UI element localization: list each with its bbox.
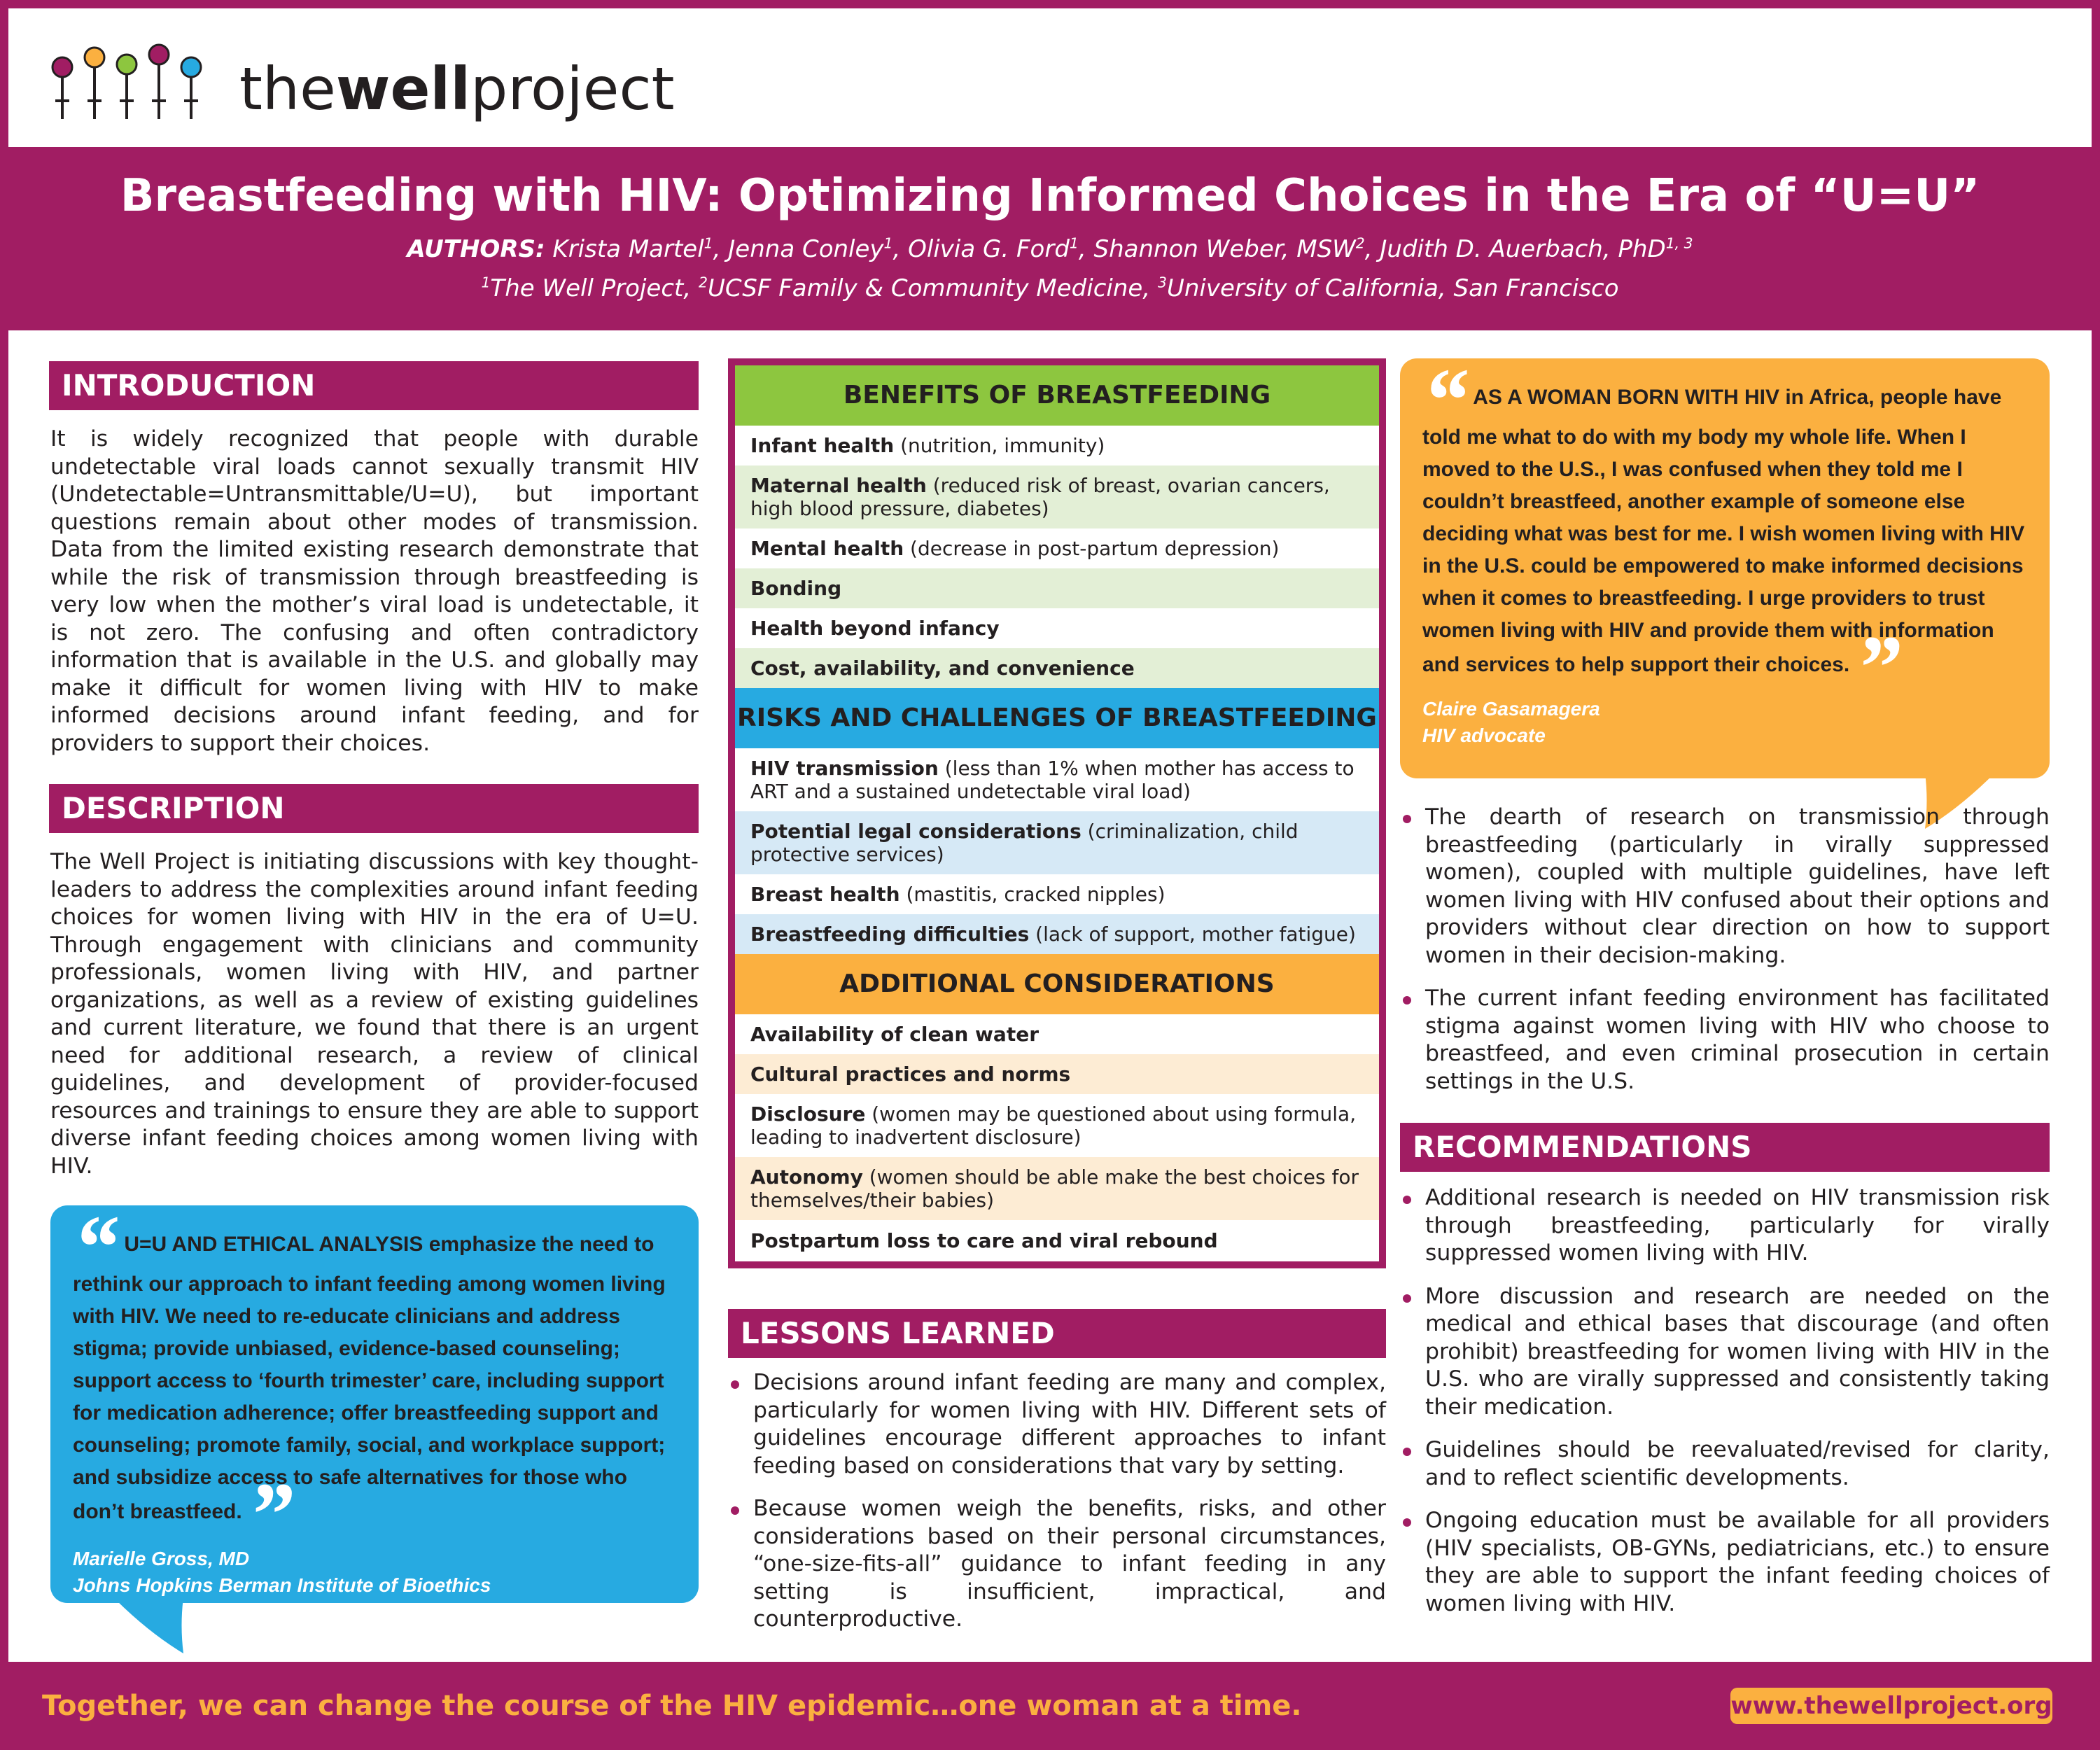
list-item: Ongoing education must be available for all providers (HIV specialists, OB-GYNs, pediatricians, etc.) to ensure they are able to support the infant feeding choices of women living with HIV. [1400,1507,2050,1618]
quote-right [1400,350,2050,778]
authors-line [0,234,2100,265]
risk-row: Breast health (mastitis, cracked nipples) [750,883,1166,906]
benefits-heading: BENEFITS OF BREASTFEEDING [735,365,1379,426]
risk-row: Potential legal considerations (criminalization, child protective services) [735,811,1379,874]
logo-text-project: project [470,55,675,123]
risk-row: Breastfeeding difficulties (lack of support, mother fatigue) [735,914,1379,954]
list-item: The current infant feeding environment has facilitated stigma against women living with HIV who choose to breastfeed, and even criminal prosecution in certain settings in the U.S. [1400,985,2050,1096]
author: Krista Martel$^1$, [552,234,721,263]
description-heading: DESCRIPTION [49,784,699,833]
logo-text [239,50,675,127]
risks-heading: RISKS AND CHALLENGES OF BREASTFEEDING [735,688,1379,748]
list-item: Decisions around infant feeding are many and complex, particularly for women living with HIV. Different sets of guidelines encourage different approaches to infant feeding based on considerations that vary by setting. [728,1369,1386,1480]
website-link[interactable]: www.thewellproject.org [1730,1688,2052,1724]
open-quote-mark: “ [73,1197,118,1298]
logo-flower-head [181,57,201,77]
author: Shannon Weber, MSW$^2$, [1093,234,1373,263]
affiliation: $^3$University of California, San Francisco [1157,274,1619,302]
quote-left [50,1197,699,1603]
considerations-box [728,358,1386,1268]
benefit-row: Bonding [735,568,1379,608]
logo-flower-head [117,55,136,74]
logo-icon [47,43,215,120]
lessons-heading: LESSONS LEARNED [728,1309,1386,1358]
recommendations-list [1400,1184,2050,1633]
logo-flower-head [149,45,169,64]
additional-row: Availability of clean water [750,1023,1040,1046]
list-item: Additional research is needed on HIV transmission risk through breastfeeding, particularly for virally suppressed women living with HIV. [1400,1184,2050,1268]
list-item: More discussion and research are needed on the medical and ethical bases that discourage (and often prohibit) breastfeeding for women living with HIV in the U.S. who are virally suppressed and consistently taking their medication. [1400,1283,2050,1422]
benefit-row: Health beyond infancy [750,617,1000,640]
quote-left-affiliation: Johns Hopkins Berman Institute of Bioethics [73,1574,491,1596]
logo-band [8,8,2092,147]
quote-right-name: Claire Gasamagera [1422,698,1600,720]
benefit-row: Mental health (decrease in post-partum depression) [750,537,1280,560]
logo-text-well: well [335,55,471,123]
introduction-text: It is widely recognized that people with durable undetectable viral loads cannot sexually transmit HIV (Undetectable=Untransmittable/U=U), but important questions remain about other modes of transmission. Data from the limited existing research demonstrate that while the risk of transmission through breastfeeding is very low when the mother’s viral load is undetectable, it is not zero. The confusing and often contradictory information that is available in the U.S. and globally may make it difficult for women living with HIV to make informed decisions around infant feeding, and for providers to support their choices. [50,426,699,756]
quote-left-tail [113,1597,190,1662]
page-title: Breastfeeding with HIV: Optimizing Informed Choices in the Era of “U=U” [120,170,1980,222]
quote-left-name: Marielle Gross, MD [73,1548,250,1569]
list-item: Because women weigh the benefits, risks, and other considerations based on their personal circumstances, “one-size-fits-all” guidance to infant feeding in any setting is insufficient, impractical, and counterproductive. [728,1495,1386,1634]
footer-tagline: Together, we can change the course of the HIV epidemic…one woman at a time. [42,1690,1302,1722]
affiliation: $^1$The Well Project, [481,274,692,302]
logo-text-the: the [239,55,336,123]
lessons-list [728,1369,1386,1649]
quote-right-text: “ AS A WOMAN BORN WITH HIV in Africa, people have told me what to do with my body my whole life. When I moved to the U.S., I was confused when they told me I couldn’t breastfeed, another example of someone else deciding what was best for me. I wish women living with HIV in the U.S. could be empowered to make informed decisions when it comes to breastfeeding. I urge providers to trust women living with HIV and provide them with information and services to help support their choices. ” [1422,350,2025,718]
logo-flower-head [85,48,104,67]
title-band [0,147,2100,330]
introduction-heading: INTRODUCTION [49,361,699,410]
risk-row: HIV transmission (less than 1% when mother has access to ART and a sustained undetectable viral load) [750,757,1354,803]
affiliations-line [0,273,2100,304]
author: Olivia G. Ford$^1$, [908,234,1086,263]
quote-right-affiliation: HIV advocate [1422,724,1546,746]
close-quote-mark: ” [248,1464,294,1565]
recommendations-heading: RECOMMENDATIONS [1400,1123,2050,1172]
description-text: The Well Project is initiating discussions with key thought-leaders to address the complexities around infant feeding choices for women living with HIV in the era of U=U. Through engagement with clinicians and community professionals, women living with HIV, and partner organizations, as well as a review of existing guidelines and current literature, we found that there is an urgent need for additional research, a review of clinical guidelines, and development of provider-focused resources and trainings to ensure they are able to support diverse infant feeding choices among women living with HIV. [50,849,699,1179]
quote-left-text: “ U=U AND ETHICAL ANALYSIS emphasize the need to rethink our approach to infant feeding among women living with HIV. We need to re-educate clinicians and address stigma; provide unbiased, evidence-based counseling; support access to ‘fourth trimester’ care, including support for medication adherence; offer breastfeeding support and counseling; promote family, social, and workplace support; and subsidize access to safe alternatives for those who don’t breastfeed. ” [73,1197,666,1565]
affiliation: $^2$UCSF Family & Community Medicine, [699,274,1151,302]
close-quote-mark: ” [1855,617,1901,718]
poster-content [8,330,2092,1662]
list-item: Guidelines should be reevaluated/revised for clarity, and to reflect scientific developments. [1400,1436,2050,1492]
footer [0,1662,2100,1750]
additional-row: Autonomy (women should be able make the best choices for themselves/their babies) [735,1157,1379,1220]
additional-heading: ADDITIONAL CONSIDERATIONS [735,954,1379,1014]
findings-list [1400,804,2050,1111]
benefit-row: Infant health (nutrition, immunity) [750,434,1105,457]
authors-label: AUTHORS: [407,235,545,263]
list-item: The dearth of research on transmission through breastfeeding (particularly in virally suppressed women), coupled with multiple guidelines, have left women living with HIV confused about their options and providers without clear direction on how to support women in their decision-making. [1400,804,2050,969]
author: Judith D. Auerbach, PhD$^{1, 3}$ [1380,234,1693,263]
benefit-row: Maternal health (reduced risk of breast, ovarian cancers, high blood pressure, diabetes) [735,465,1379,528]
benefit-row: Cost, availability, and convenience [735,648,1379,688]
additional-row: Disclosure (women may be questioned about using formula, leading to inadvertent disclosure) [750,1102,1357,1149]
open-quote-mark: “ [1422,350,1468,451]
additional-row: Postpartum loss to care and viral rebound [750,1229,1218,1252]
logo-flower-head [52,57,72,77]
additional-row: Cultural practices and norms [735,1054,1379,1094]
author: Jenna Conley$^1$, [728,234,901,263]
